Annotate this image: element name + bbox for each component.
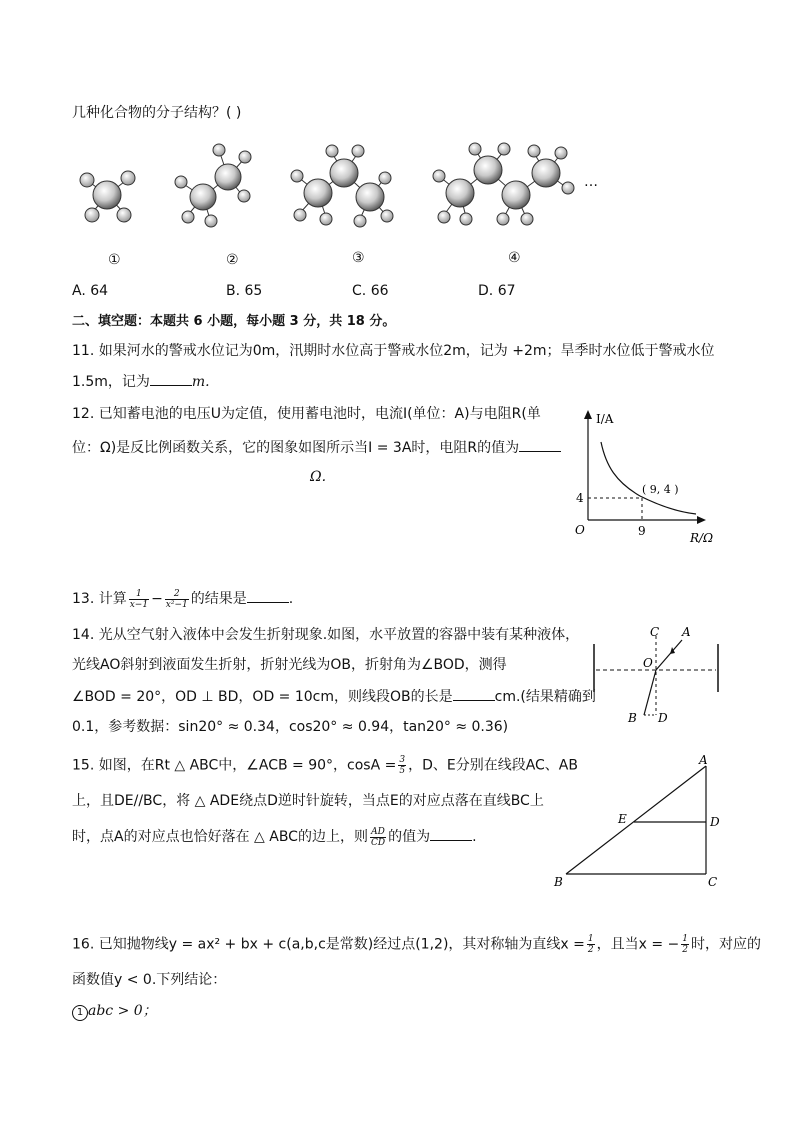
- q15-label-d: D: [710, 815, 720, 829]
- q14-label-b: B: [628, 711, 637, 725]
- option-d-value: 67: [497, 283, 516, 299]
- q13-answer-blank[interactable]: [247, 588, 289, 603]
- q14-line3-b: cm.(结果精确到: [494, 689, 596, 705]
- q16-line2: 函数值y < 0.下列结论：: [72, 972, 227, 988]
- figure-label-1: ①: [108, 252, 121, 268]
- option-d-letter: D.: [478, 283, 494, 299]
- q11-line2-a: 1.5m，记为: [72, 374, 150, 390]
- q15-line3-b: 的值为: [388, 829, 431, 845]
- q15-line3-a: 时，点A的对应点也恰好落在 △ ABC的边上，则: [72, 829, 368, 845]
- option-a-letter: A.: [72, 283, 86, 299]
- option-c: [352, 281, 389, 301]
- q13-frac1: [129, 589, 149, 610]
- q16-line1-a: 16. 已知抛物线y = ax² + bx + c(a,b,c是常数)经过点(1,2)，其对称轴为直线x =: [72, 936, 585, 953]
- q16-item1-text: abc > 0；: [88, 1003, 157, 1019]
- q15-cos-den: 5: [399, 766, 406, 776]
- q15-label-c: C: [708, 875, 718, 889]
- q14-line4: 0.1，参考数据：sin20° ≈ 0.34，cos20° ≈ 0.94，tan20° ≈ 0.36): [72, 719, 509, 735]
- q14-ray-ob: [644, 670, 656, 715]
- q12-x-arrow: [697, 516, 706, 524]
- q16-half-frac-2: [681, 934, 689, 955]
- q15-ratio-num: AD: [371, 826, 385, 837]
- q13-frac2-num: 2: [165, 589, 189, 600]
- q12-y-label: I/A: [596, 412, 614, 426]
- q11-line1: 11. 如果河水的警戒水位记为0m，汛期时水位高于警戒水位2m，记为 +2m；旱季时水位低于警戒水位: [72, 343, 715, 359]
- section-title: 二、填空题：本题共 6 小题，每小题 3 分，共 18 分。: [72, 314, 396, 329]
- molecule-2: [175, 144, 251, 227]
- q16-half-frac-1: [587, 934, 595, 955]
- q15-line1-b: ，D、E分别在线段AC、AB: [408, 757, 578, 774]
- q14-label-o: O: [643, 656, 653, 670]
- q12-line3: Ω.: [310, 469, 327, 485]
- q16-item1-mark: 1: [72, 1005, 88, 1021]
- q16-half-den-1: 2: [587, 945, 594, 955]
- q12-y-arrow: [584, 410, 592, 419]
- q16-line1-c: 时，对应的: [691, 936, 762, 953]
- q13-prefix: 13. 计算: [72, 591, 127, 607]
- q13-end: .: [288, 591, 294, 607]
- option-b-value: 65: [244, 283, 263, 299]
- q15-answer-blank[interactable]: [430, 826, 472, 841]
- q13-frac2: [165, 589, 189, 610]
- q15-side-ab: [566, 766, 706, 874]
- q14-label-a: A: [682, 625, 691, 639]
- q12-point-label: ( 9, 4 ): [642, 483, 679, 496]
- q15-line1: [72, 755, 578, 776]
- q12-line2-text: 位：Ω)是反比例函数关系，它的图象如图所示当I = 3A时，电阻R的值为: [72, 440, 520, 456]
- q16-item1: [72, 1001, 157, 1021]
- q16-line1: [72, 934, 761, 955]
- option-b: [226, 281, 262, 301]
- q11-line2-b: m.: [191, 374, 210, 390]
- q15-label-b: B: [554, 875, 563, 889]
- q13-suffix: 的结果是: [190, 591, 247, 607]
- q15-cos-num: 3: [399, 755, 406, 765]
- q14-line2: 光线AO斜射到液面发生折射，折射光线为OB，折射角为∠BOD，测得: [72, 657, 507, 673]
- molecule-3: [291, 145, 393, 227]
- q15-ratio-den: CD: [370, 837, 386, 848]
- option-d: [478, 281, 516, 301]
- q12-origin: O: [575, 523, 585, 537]
- q12-line1: 12. 已知蓄电池的电压U为定值，使用蓄电池时，电流I(单位：A)与电阻R(单: [72, 406, 541, 422]
- q14-figure: [586, 622, 726, 726]
- q14-line3: [72, 686, 596, 707]
- q14-label-d: D: [658, 711, 668, 725]
- q12-curve: [601, 442, 696, 514]
- option-a: [72, 281, 108, 301]
- option-c-letter: C.: [352, 283, 367, 299]
- q12-answer-blank[interactable]: [519, 437, 561, 452]
- q14-label-c: C: [650, 625, 660, 639]
- q15-label-a: A: [699, 753, 708, 767]
- figure-label-4: ④: [508, 250, 521, 266]
- q16-line1-b: ，且当x = −: [596, 936, 680, 953]
- option-a-value: 64: [90, 283, 109, 299]
- molecule-figures: [60, 135, 620, 245]
- q15-line1-a: 15. 如图，在Rt △ ABC中，∠ACB = 90°，cosA =: [72, 757, 397, 774]
- q13-frac1-den: x−1: [129, 599, 149, 610]
- molecule-4: [433, 143, 574, 225]
- q12-y-tick: 4: [576, 491, 584, 505]
- q13-line: [72, 588, 293, 610]
- q16-half-num-2: 1: [682, 934, 689, 944]
- q12-x-tick: 9: [638, 524, 646, 538]
- q15-ratio-frac: [370, 827, 386, 848]
- q11-answer-blank[interactable]: [150, 371, 192, 386]
- q15-line3-end: .: [472, 829, 477, 845]
- q12-line2: [72, 437, 561, 458]
- q13-frac2-den: x²−1: [165, 599, 188, 610]
- option-b-letter: B.: [226, 283, 241, 299]
- q15-label-e: E: [618, 812, 627, 826]
- q13-minus: −: [151, 591, 163, 607]
- q16-half-den-2: 2: [682, 945, 689, 955]
- q12-x-label: R/Ω: [690, 531, 714, 545]
- molecule-ellipsis: …: [584, 174, 598, 190]
- q14-line1: 14. 光从空气射入液体中会发生折射现象.如图，水平放置的容器中装有某种液体，: [72, 627, 580, 643]
- q14-line3-a: ∠BOD = 20°，OD ⊥ BD，OD = 10cm，则线段OB的长是: [72, 689, 453, 705]
- option-c-value: 66: [370, 283, 389, 299]
- figure-label-2: ②: [226, 252, 239, 268]
- q16-half-num-1: 1: [587, 934, 594, 944]
- q14-ray-ao: [656, 640, 682, 670]
- q12-graph: [568, 404, 730, 549]
- q15-figure: [548, 750, 728, 892]
- q14-answer-blank[interactable]: [453, 686, 495, 701]
- figure-label-3: ③: [352, 250, 365, 266]
- molecule-1: [80, 171, 135, 222]
- q15-line3: [72, 826, 477, 848]
- question-intro: 几种化合物的分子结构？( ): [72, 105, 242, 121]
- q15-cos-frac: [398, 755, 406, 776]
- q11-line2: [72, 371, 210, 392]
- q13-frac1-num: 1: [129, 589, 149, 600]
- q15-line2: 上，且DE//BC，将 △ ADE绕点D逆时针旋转，当点E的对应点落在直线BC上: [72, 793, 544, 809]
